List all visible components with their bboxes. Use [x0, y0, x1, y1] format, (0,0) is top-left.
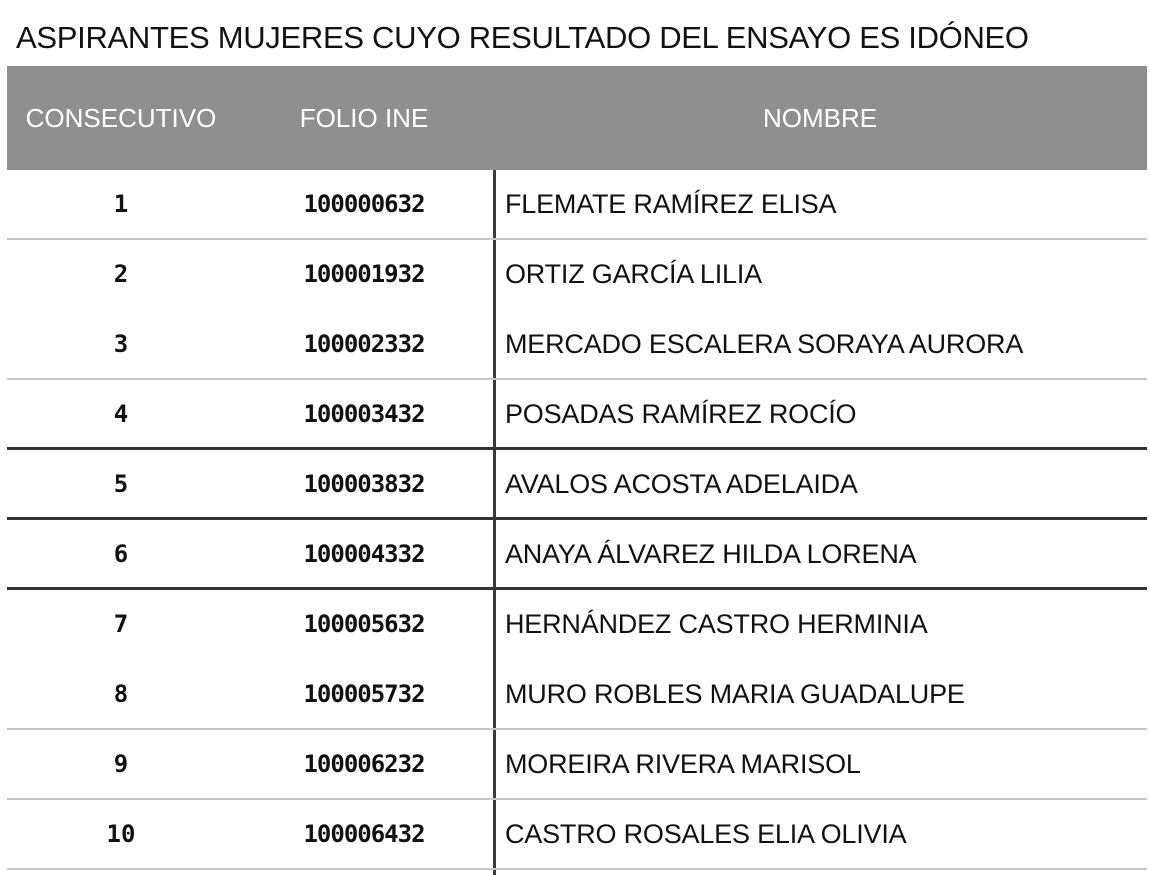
cell-consecutivo: 10	[106, 820, 136, 848]
cell-consecutivo: 4	[113, 400, 129, 428]
column-header-folio-ine-label: FOLIO INE	[299, 103, 429, 133]
table-row	[7, 450, 1147, 520]
cell-consecutivo: 6	[113, 540, 129, 568]
column-header-nombre	[493, 66, 1147, 170]
cell-folio-ine: 100001932	[303, 260, 425, 288]
cell-folio-ine: 100006232	[303, 750, 425, 778]
cell-consecutivo: 1	[113, 190, 129, 218]
cell-nombre: HERNÁNDEZ CASTRO HERMINIA	[505, 608, 928, 639]
table-row	[7, 730, 1147, 800]
cell-consecutivo: 8	[113, 680, 129, 708]
cell-nombre: POSADAS RAMÍREZ ROCÍO	[505, 398, 857, 429]
table-row	[7, 170, 1147, 240]
cell-folio-ine: 100005632	[303, 610, 425, 638]
table-row	[7, 660, 1147, 730]
cell-nombre: CASTRO ROSALES ELIA OLIVIA	[505, 818, 907, 849]
cell-consecutivo: 2	[113, 260, 129, 288]
column-header-folio-ine	[235, 66, 493, 170]
cell-nombre: MURO ROBLES MARIA GUADALUPE	[505, 678, 965, 709]
column-header-consecutivo	[7, 66, 235, 170]
column-header-nombre-label: NOMBRE	[762, 103, 878, 133]
cell-nombre: ANAYA ÁLVAREZ HILDA LORENA	[505, 538, 917, 569]
cell-folio-ine: 100006432	[303, 820, 425, 848]
cell-folio-ine: 100002332	[303, 330, 425, 358]
cell-consecutivo: 7	[113, 610, 129, 638]
cell-folio-ine: 100005732	[303, 680, 425, 708]
table-row	[7, 590, 1147, 660]
column-header-consecutivo-label: CONSECUTIVO	[25, 103, 217, 133]
table-row	[7, 380, 1147, 450]
cell-nombre: MOREIRA RIVERA MARISOL	[505, 748, 861, 779]
cell-nombre: ORTIZ GARCÍA LILIA	[505, 258, 762, 289]
cell-nombre: MERCADO ESCALERA SORAYA AURORA	[505, 328, 1024, 359]
cell-consecutivo: 5	[113, 470, 129, 498]
cell-folio-ine: 100004332	[303, 540, 425, 568]
cell-folio-ine: 100003432	[303, 400, 425, 428]
table-row	[7, 240, 1147, 310]
cell-folio-ine: 100003832	[303, 470, 425, 498]
cell-nombre: AVALOS ACOSTA ADELAIDA	[505, 468, 858, 499]
cell-consecutivo: 3	[113, 330, 129, 358]
table-row	[7, 310, 1147, 380]
document-title: ASPIRANTES MUJERES CUYO RESULTADO DEL ENSAYO ES IDÓNEO	[16, 20, 1029, 55]
cell-nombre: FLEMATE RAMÍREZ ELISA	[505, 188, 837, 219]
table-row	[7, 520, 1147, 590]
table-header	[7, 66, 1147, 170]
cell-consecutivo: 9	[113, 750, 129, 778]
table-row	[7, 800, 1147, 870]
cell-folio-ine: 100000632	[303, 190, 425, 218]
results-table	[7, 66, 1147, 870]
